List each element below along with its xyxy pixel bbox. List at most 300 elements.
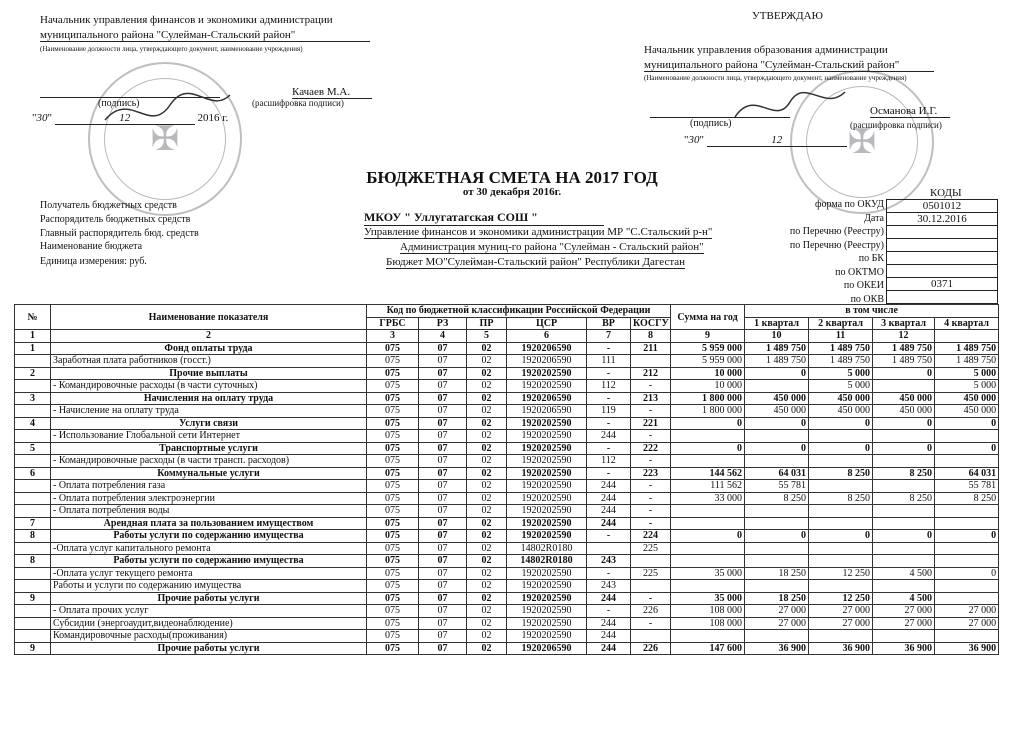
cell-pr: 02 [467,355,507,368]
header-num: № [15,305,51,330]
table-row [15,455,999,468]
cell-vr: 244 [587,592,631,605]
table-row [15,492,999,505]
cell-q4: 0 [935,442,999,455]
cell-grbs: 075 [367,542,419,555]
cell-name: Командировочные расходы(проживания) [51,630,367,643]
cell-n [15,480,51,493]
header-quarter: 2 квартал [809,317,873,330]
cell-csr: 1920202590 [507,455,587,468]
entity-budget: Бюджет МО"Сулейман-Стальский район" Республики Дагестан [386,256,686,268]
codes-table [886,199,998,304]
table-row [15,630,999,643]
cell-pr: 02 [467,530,507,543]
cell-sum: 0 [671,417,745,430]
table-row [15,430,999,443]
cell-n [15,405,51,418]
cell-q1: 1 489 750 [745,355,809,368]
cell-rz: 07 [419,617,467,630]
cell-csr: 1920202590 [507,605,587,618]
cell-grbs: 075 [367,392,419,405]
cell-n: 2 [15,367,51,380]
cell-kosgu: - [631,480,671,493]
cell-csr: 1920202590 [507,517,587,530]
cell-kosgu: 211 [631,342,671,355]
cell-pr: 02 [467,567,507,580]
cell-q3 [873,580,935,593]
eagle-emblem-icon: ✠ [847,124,877,161]
cell-q2: 450 000 [809,392,873,405]
cell-q2 [809,480,873,493]
cell-q1: 18 250 [745,592,809,605]
codes-header: КОДЫ [930,187,962,199]
cell-q2: 8 250 [809,492,873,505]
cell-vr: - [587,342,631,355]
cell-vr: 111 [587,355,631,368]
label-distributor: Распорядитель бюджетных средств [40,214,191,225]
cell-csr: 1920202590 [507,467,587,480]
cell-name: - Оплата потребления электроэнергии [51,492,367,505]
cell-csr: 1920206590 [507,392,587,405]
cell-q4: 5 000 [935,367,999,380]
cell-grbs: 075 [367,417,419,430]
cell-csr: 1920202590 [507,630,587,643]
code-label: по ОКВ [850,293,884,305]
cell-q4 [935,542,999,555]
cell-q2: 0 [809,417,873,430]
cell-n: 6 [15,467,51,480]
cell-kosgu: 225 [631,542,671,555]
cell-grbs: 075 [367,592,419,605]
cell-name: Работы услуги по содержанию имущества [51,555,367,568]
label-unit: Единица измерения: руб. [40,256,147,267]
cell-vr: - [587,605,631,618]
cell-grbs: 075 [367,630,419,643]
cell-csr: 1920202590 [507,367,587,380]
cell-sum: 10 000 [671,367,745,380]
cell-q4: 36 900 [935,642,999,655]
cell-csr: 1920202590 [507,442,587,455]
cell-n [15,542,51,555]
code-value [887,239,998,252]
cell-vr: - [587,442,631,455]
cell-csr: 1920202590 [507,492,587,505]
cell-q3 [873,455,935,468]
cell-sum [671,430,745,443]
cell-kosgu [631,580,671,593]
cell-grbs: 075 [367,442,419,455]
cell-sum: 0 [671,442,745,455]
cell-q1: 0 [745,367,809,380]
header-col-number: 12 [873,330,935,343]
cell-csr: 1920202590 [507,505,587,518]
cell-n [15,505,51,518]
header-name: Наименование показателя [51,305,367,330]
code-value [887,252,998,265]
cell-q3: 27 000 [873,605,935,618]
cell-q1 [745,580,809,593]
cell-name: Фонд оплаты труда [51,342,367,355]
cell-vr: - [587,367,631,380]
header-quarter: 4 квартал [935,317,999,330]
header-including: в том числе [745,305,999,318]
cell-q4 [935,517,999,530]
cell-q1 [745,555,809,568]
left-approver-title-2: муниципального района "Сулейман-Стальский район" [40,29,370,42]
cell-kosgu: - [631,517,671,530]
cell-vr [587,542,631,555]
cell-q2: 5 000 [809,367,873,380]
cell-sum: 10 000 [671,380,745,393]
cell-pr: 02 [467,505,507,518]
cell-grbs: 075 [367,355,419,368]
cell-grbs: 075 [367,342,419,355]
header-col-number [935,330,999,343]
cell-rz: 07 [419,517,467,530]
cell-vr: 244 [587,505,631,518]
cell-q1 [745,380,809,393]
cell-n: 8 [15,555,51,568]
cell-vr: 112 [587,455,631,468]
cell-rz: 07 [419,555,467,568]
cell-pr: 02 [467,405,507,418]
cell-q2: 27 000 [809,605,873,618]
cell-n: 9 [15,642,51,655]
cell-kosgu: 212 [631,367,671,380]
cell-q4: 0 [935,530,999,543]
cell-vr: 244 [587,517,631,530]
cell-name: - Использование Глобальной сети Интернет [51,430,367,443]
cell-rz: 07 [419,455,467,468]
code-label: Дата [864,212,884,224]
cell-n [15,567,51,580]
cell-vr: - [587,567,631,580]
cell-pr: 02 [467,455,507,468]
cell-q1: 36 900 [745,642,809,655]
cell-rz: 07 [419,592,467,605]
right-approver-note: (Наименование должности лица, утверждающего документ, наименование учреждения) [644,74,907,82]
cell-pr: 02 [467,367,507,380]
header-code-col: ГРБС [367,317,419,330]
right-date-day: 30 [688,134,700,146]
cell-rz: 07 [419,467,467,480]
right-date-month: 12 [707,134,847,147]
cell-q4 [935,592,999,605]
cell-kosgu: 221 [631,417,671,430]
cell-kosgu: - [631,592,671,605]
cell-q3: 450 000 [873,405,935,418]
left-date-day: 30 [36,112,48,124]
cell-pr: 02 [467,580,507,593]
cell-pr: 02 [467,517,507,530]
cell-sum: 0 [671,530,745,543]
cell-rz: 07 [419,405,467,418]
cell-n [15,430,51,443]
cell-sum [671,630,745,643]
cell-q2: 1 489 750 [809,355,873,368]
cell-rz: 07 [419,542,467,555]
approve-label: УТВЕРЖДАЮ [752,10,823,22]
cell-q4: 64 031 [935,467,999,480]
cell-name: - Оплата потребления воды [51,505,367,518]
cell-pr: 02 [467,467,507,480]
table-row [15,617,999,630]
cell-q4: 27 000 [935,605,999,618]
cell-pr: 02 [467,417,507,430]
cell-q1: 64 031 [745,467,809,480]
cell-kosgu [631,355,671,368]
cell-q4 [935,630,999,643]
cell-q2: 27 000 [809,617,873,630]
cell-sum: 35 000 [671,592,745,605]
cell-q2: 450 000 [809,405,873,418]
cell-n: 3 [15,392,51,405]
cell-csr: 1920202590 [507,617,587,630]
cell-q2: 8 250 [809,467,873,480]
header-col-number: 2 [51,330,367,343]
right-approver-title-2: муниципального района "Сулейман-Стальский район" [644,59,934,72]
cell-kosgu: - [631,405,671,418]
right-signature-label: (подпись) [690,118,732,129]
cell-q2 [809,580,873,593]
left-date-month: 12 [55,112,195,125]
cell-rz: 07 [419,630,467,643]
cell-q2 [809,542,873,555]
cell-rz: 07 [419,355,467,368]
table-row [15,555,999,568]
cell-q3 [873,505,935,518]
cell-sum [671,580,745,593]
cell-q3: 0 [873,442,935,455]
cell-vr: - [587,392,631,405]
cell-kosgu: 224 [631,530,671,543]
cell-sum [671,542,745,555]
cell-name: Прочие работы услуги [51,642,367,655]
left-date-year: 2016 г. [197,112,229,124]
cell-kosgu: - [631,617,671,630]
code-value: 0501012 [887,200,998,213]
cell-pr: 02 [467,492,507,505]
cell-n: 5 [15,442,51,455]
header-code-col: КОСГУ [631,317,671,330]
cell-sum: 5 959 000 [671,342,745,355]
cell-sum: 108 000 [671,617,745,630]
cell-n: 8 [15,530,51,543]
cell-q1: 27 000 [745,617,809,630]
cell-q4 [935,555,999,568]
cell-vr: 119 [587,405,631,418]
cell-grbs: 075 [367,380,419,393]
entity-municipal: Администрация муниц-го района "Сулейман - Стальский район" [400,241,704,253]
cell-q2 [809,630,873,643]
cell-q3: 4 500 [873,592,935,605]
cell-q3 [873,430,935,443]
cell-q2: 1 489 750 [809,342,873,355]
cell-rz: 07 [419,442,467,455]
cell-kosgu: - [631,380,671,393]
cell-grbs: 075 [367,580,419,593]
cell-rz: 07 [419,580,467,593]
cell-name: - Оплата прочих услуг [51,605,367,618]
code-value: 0371 [887,278,998,291]
header-code-col: ВР [587,317,631,330]
left-approver-note: (Наименование должности лица, утверждающего документ, наименование учреждения) [40,45,303,53]
cell-n: 7 [15,517,51,530]
header-quarter: 1 квартал [745,317,809,330]
cell-vr: 244 [587,630,631,643]
cell-csr: 1920202590 [507,480,587,493]
table-row [15,367,999,380]
cell-q2 [809,517,873,530]
cell-rz: 07 [419,380,467,393]
cell-grbs: 075 [367,617,419,630]
cell-vr: 244 [587,642,631,655]
table-row [15,580,999,593]
cell-kosgu: 225 [631,567,671,580]
cell-grbs: 075 [367,492,419,505]
cell-kosgu [631,555,671,568]
code-value: 30.12.2016 [887,213,998,226]
cell-q3: 27 000 [873,617,935,630]
cell-q4: 0 [935,417,999,430]
cell-rz: 07 [419,530,467,543]
cell-kosgu: - [631,455,671,468]
cell-vr: 243 [587,580,631,593]
cell-kosgu: - [631,430,671,443]
header-code-col: ПР [467,317,507,330]
cell-q3: 36 900 [873,642,935,655]
header-code: Код по бюджетной классификации Российской Федерации [367,305,671,318]
cell-q4: 55 781 [935,480,999,493]
header-col-number: 10 [745,330,809,343]
cell-grbs: 075 [367,555,419,568]
table-row [15,480,999,493]
cell-grbs: 075 [367,530,419,543]
code-value [887,265,998,278]
cell-rz: 07 [419,367,467,380]
cell-grbs: 075 [367,642,419,655]
cell-vr: - [587,417,631,430]
cell-grbs: 075 [367,567,419,580]
cell-sum: 35 000 [671,567,745,580]
cell-q3 [873,630,935,643]
cell-sum: 5 959 000 [671,355,745,368]
cell-sum: 1 800 000 [671,405,745,418]
cell-q4: 5 000 [935,380,999,393]
header-col-number: 8 [631,330,671,343]
cell-name: -Оплата услуг текущего ремонта [51,567,367,580]
page-title: БЮДЖЕТНАЯ СМЕТА НА 2017 ГОД [366,168,658,187]
label-recipient: Получатель бюджетных средств [40,200,177,211]
cell-name: Прочие работы услуги [51,592,367,605]
cell-sum: 144 562 [671,467,745,480]
page-subtitle: от 30 декабря 2016г. [462,186,562,198]
code-value [887,226,998,239]
left-signer-note: (расшифровка подписи) [252,98,344,108]
budget-table [14,304,999,655]
code-label: форма по ОКУД [815,199,884,210]
cell-rz: 07 [419,642,467,655]
cell-sum [671,517,745,530]
header-col-number: 1 [15,330,51,343]
cell-n [15,580,51,593]
cell-grbs: 075 [367,367,419,380]
cell-q1 [745,455,809,468]
cell-csr: 1920202590 [507,380,587,393]
table-row [15,355,999,368]
cell-q3: 4 500 [873,567,935,580]
cell-name: Коммунальные услуги [51,467,367,480]
left-approver-title-1: Начальник управления финансов и экономики администрации [40,14,333,26]
cell-csr: 1920206590 [507,405,587,418]
cell-grbs: 075 [367,455,419,468]
cell-grbs: 075 [367,430,419,443]
cell-n [15,605,51,618]
cell-pr: 02 [467,542,507,555]
cell-q2: 0 [809,530,873,543]
cell-vr: 244 [587,617,631,630]
cell-pr: 02 [467,555,507,568]
table-row [15,380,999,393]
entity-school: МКОУ " Уллугатагская СОШ " [364,210,604,226]
header-col-number: 11 [809,330,873,343]
cell-q1: 18 250 [745,567,809,580]
header-col-number: 4 [419,330,467,343]
cell-csr: 1920206590 [507,355,587,368]
cell-csr: 1920206590 [507,342,587,355]
cell-sum: 147 600 [671,642,745,655]
cell-kosgu: 222 [631,442,671,455]
cell-rz: 07 [419,605,467,618]
table-row [15,405,999,418]
cell-csr: 14802R0180 [507,555,587,568]
cell-sum: 108 000 [671,605,745,618]
table-row [15,342,999,355]
cell-q2: 5 000 [809,380,873,393]
left-handwritten-signature [100,80,240,140]
cell-kosgu: 226 [631,642,671,655]
table-row [15,605,999,618]
cell-q3 [873,380,935,393]
cell-q4: 450 000 [935,392,999,405]
cell-name: Работы услуги по содержанию имущества [51,530,367,543]
cell-q2 [809,555,873,568]
cell-name: - Оплата потребления газа [51,480,367,493]
cell-vr: 112 [587,380,631,393]
cell-q3 [873,517,935,530]
cell-q4: 1 489 750 [935,355,999,368]
cell-vr: - [587,530,631,543]
code-label: по Перечню (Реестру) [789,239,884,251]
cell-pr: 02 [467,642,507,655]
cell-q1 [745,430,809,443]
cell-n [15,455,51,468]
left-date: "30" 12 2016 г. [32,112,229,124]
cell-csr: 1920202590 [507,530,587,543]
cell-rz: 07 [419,505,467,518]
cell-q3 [873,555,935,568]
cell-csr: 1920202590 [507,580,587,593]
cell-csr: 1920206590 [507,642,587,655]
cell-q4 [935,430,999,443]
cell-grbs: 075 [367,517,419,530]
table-row [15,567,999,580]
cell-rz: 07 [419,430,467,443]
cell-name: Прочие выплаты [51,367,367,380]
cell-rz: 07 [419,492,467,505]
cell-csr: 14802R0180 [507,542,587,555]
table-row [15,517,999,530]
